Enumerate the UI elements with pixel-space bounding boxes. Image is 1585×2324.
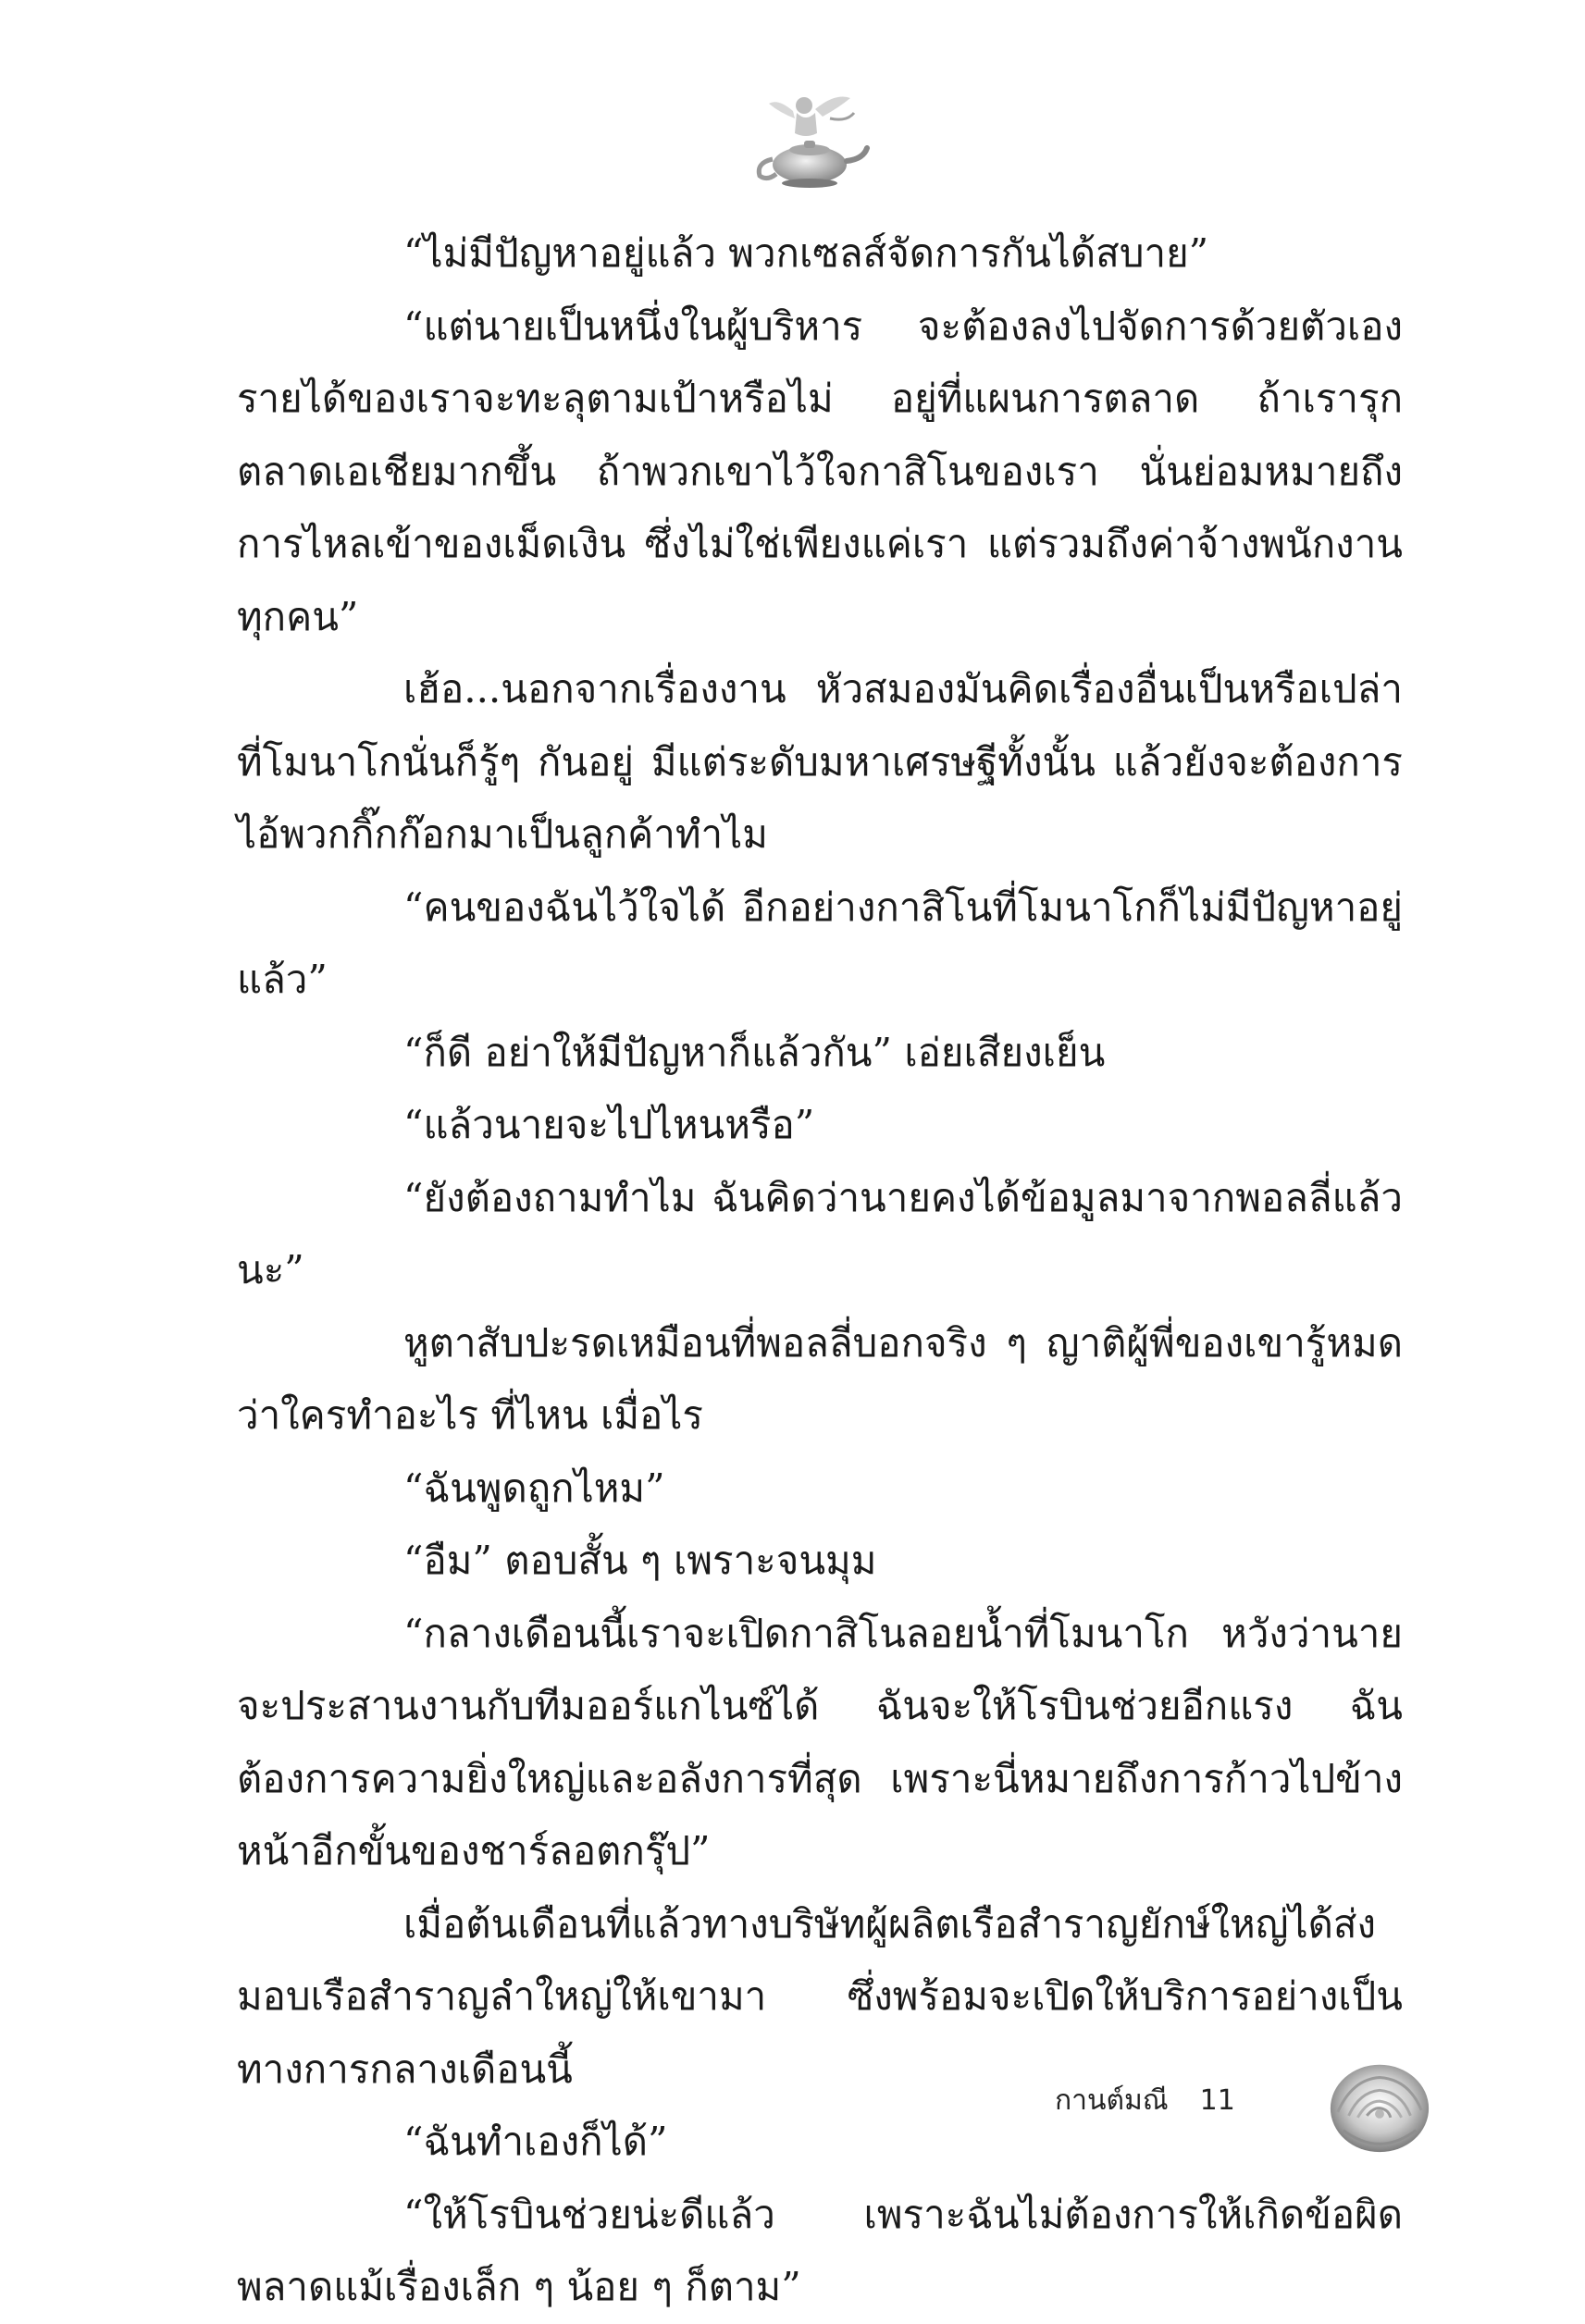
paragraph: “ยังต้องถามทำไม ฉันคิดว่านายคงได้ข้อมูลมาจากพอลลี่แล้วนะ” xyxy=(237,1174,1403,1292)
book-title: กานต์มณี xyxy=(1055,2083,1169,2117)
page-number: 11 xyxy=(1199,2083,1235,2117)
paragraph: “แต่นายเป็นหนึ่งในผู้บริหาร จะต้องลงไปจัดการด้วยตัวเอง รายได้ของเราจะทะลุตามเป้าหรือไม่ อยู่ที่แผนการตลาด ถ้าเรารุกตลาดเอเชียมากขึ้น ถ้าพวกเขาไว้ใจกาสิโนของเรา นั่นย่อมหมายถึงการไหลเข้าของเม็ดเงิน ซึ่งไม่ใช่เพียงแค่เรา แต่รวมถึงค่าจ้างพนักงานทุกคน” xyxy=(237,303,1403,639)
paragraph: “ฉันพูดถูกไหม” xyxy=(403,1465,665,1511)
paragraph: “ฉันทำเองก็ได้” xyxy=(403,2119,668,2164)
paragraph: “ก็ดี อย่าให้มีปัญหาก็แล้วกัน” เอ่ยเสียงเย็น xyxy=(403,1029,1106,1075)
paragraph: “ให้โรบินช่วยน่ะดีแล้ว เพราะฉันไม่ต้องการให้เกิดข้อผิดพลาดแม้เรื่องเล็ก ๆ น้อย ๆ ก็ตาม” xyxy=(237,2191,1403,2309)
paragraph: เฮ้อ...นอกจากเรื่องงาน หัวสมองมันคิดเรื่องอื่นเป็นหรือเปล่า ที่โมนาโกนั่นก็รู้ๆ กันอยู่ มีแต่ระดับมหาเศรษฐีทั้งนั้น แล้วยังจะต้องการไอ้พวกกิ๊กก๊อกมาเป็นลูกค้าทำไม xyxy=(237,666,1403,857)
paragraph: “กลางเดือนนี้เราจะเปิดกาสิโนลอยน้ำที่โมนาโก หวังว่านายจะประสานงานกับทีมออร์แกไนซ์ได้ ฉันจะให้โรบินช่วยอีกแรง ฉันต้องการความยิ่งใหญ่และอลังการที่สุด เพราะนี่หมายถึงการก้าวไปข้างหน้าอีกขั้นของชาร์ลอตกรุ๊ป” xyxy=(237,1610,1403,1873)
paragraph: “ไม่มีปัญหาอยู่แล้ว พวกเซลส์จัดการกันได้สบาย” xyxy=(403,230,1209,276)
paragraph: เมื่อต้นเดือนที่แล้วทางบริษัทผู้ผลิตเรือสำราญยักษ์ใหญ่ได้ส่งมอบเรือสำราญลำใหญ่ให้เขามา ซึ่งพร้อมจะเปิดให้บริการอย่างเป็นทางการกลางเดือนนี้ xyxy=(237,1900,1403,2092)
paragraph: “คนของฉันไว้ใจได้ อีกอย่างกาสิโนที่โมนาโกก็ไม่มีปัญหาอยู่แล้ว” xyxy=(237,884,1403,1002)
rose-icon xyxy=(1325,2052,1434,2161)
cupid-teapot-ornament-icon xyxy=(750,85,871,196)
paragraph: “อืม” ตอบสั้น ๆ เพราะจนมุม xyxy=(403,1538,877,1583)
page-footer xyxy=(1055,2072,1235,2128)
paragraph: หูตาสับปะรดเหมือนที่พอลลี่บอกจริง ๆ ญาติผู้พี่ของเขารู้หมดว่าใครทำอะไร ที่ไหน เมื่อไร xyxy=(237,1319,1403,1438)
paragraph: “แล้วนายจะไปไหนหรือ” xyxy=(403,1102,815,1147)
body-text xyxy=(237,217,1403,2324)
